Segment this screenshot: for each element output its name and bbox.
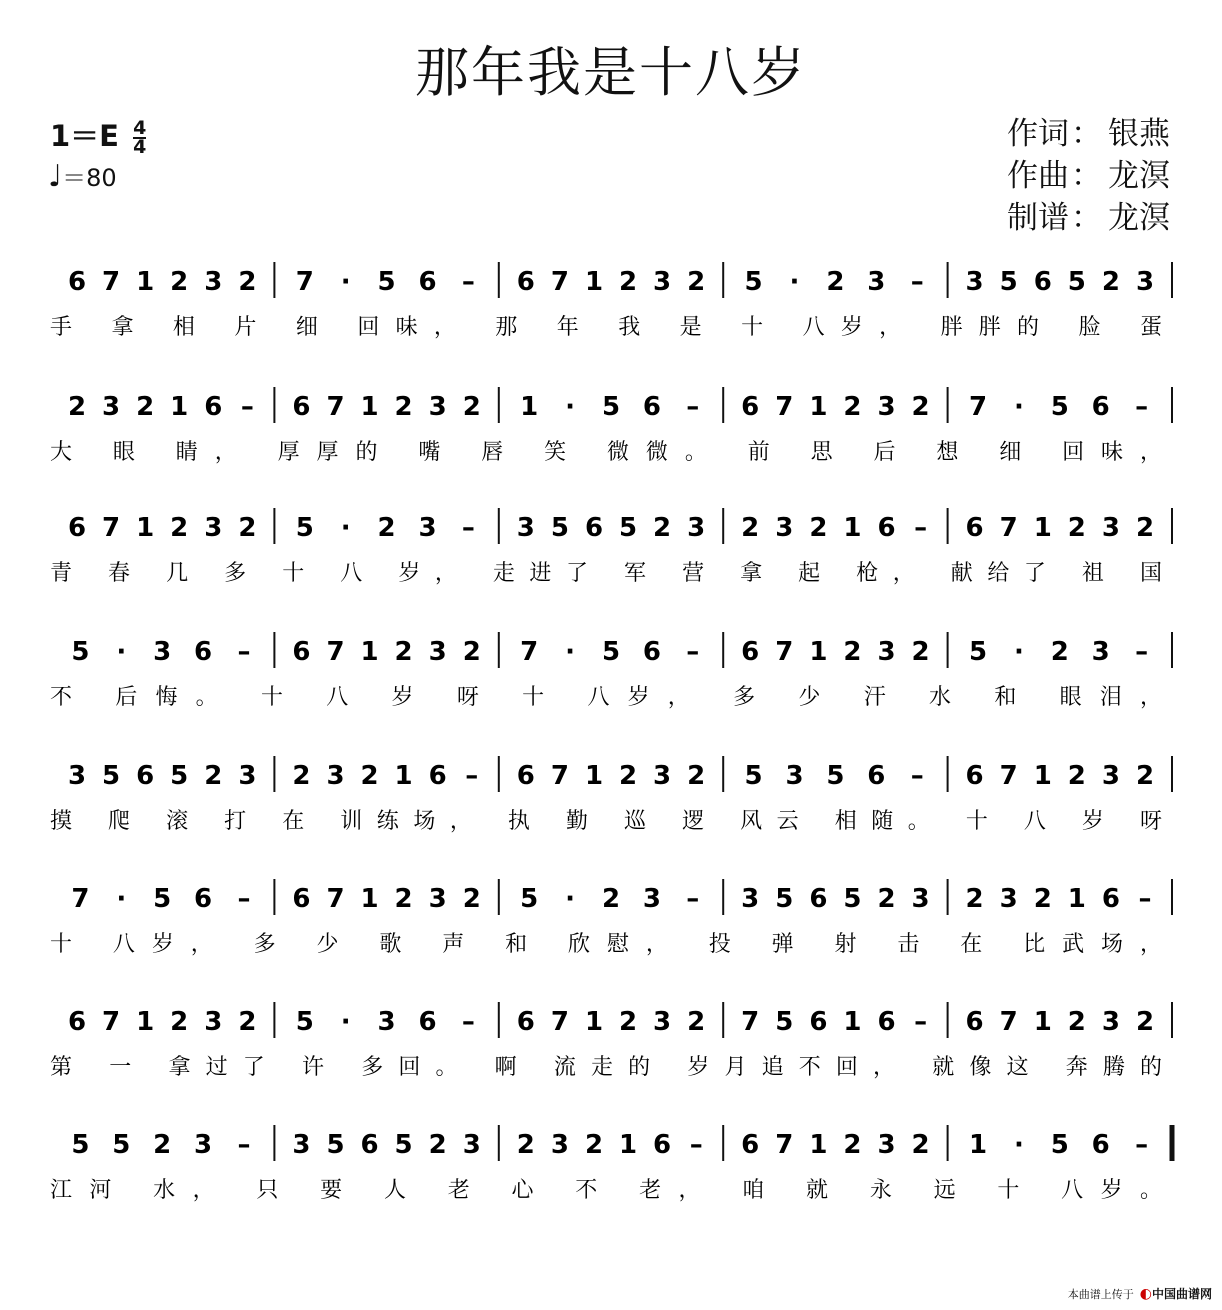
lyric-line: 十 八岁， 多 少 歌 声 和 欣慰， 投 弹 射 击 在 比武场，	[50, 932, 1162, 957]
credit-role: 作词	[1007, 116, 1069, 152]
note: 6	[741, 1130, 760, 1160]
note: 1	[1033, 1007, 1052, 1037]
note: 5	[394, 1130, 413, 1160]
note: 6	[1101, 884, 1120, 914]
note: –	[237, 884, 251, 914]
note: ·	[565, 637, 576, 667]
note: –	[910, 267, 924, 297]
note: 7	[550, 761, 569, 791]
note: 2	[843, 1130, 862, 1160]
note: 3	[687, 513, 706, 543]
note: 5	[71, 1130, 90, 1160]
note: 5	[295, 513, 314, 543]
credit-sep: ：	[1071, 200, 1102, 236]
note: 2	[238, 267, 257, 297]
note: 7	[326, 637, 345, 667]
note: 3	[653, 267, 672, 297]
key-signature	[50, 114, 146, 156]
note: 2	[618, 1007, 638, 1037]
note: 2	[741, 513, 760, 543]
note: 3	[67, 761, 87, 791]
note: 1	[360, 884, 379, 914]
note: 3	[1135, 267, 1155, 297]
note: 5	[112, 1130, 131, 1160]
note: 2	[687, 267, 706, 297]
note: ·	[1013, 1130, 1024, 1160]
lyric-line: 第 一 拿过了 许 多回。 啊 流走的 岁月追不回， 就像这 奔腾的	[50, 1055, 1162, 1080]
note: 5	[102, 761, 121, 791]
note: 2	[394, 884, 413, 914]
note: 5	[775, 884, 794, 914]
score-row	[0, 496, 1222, 606]
note: 3	[428, 637, 447, 667]
score-row-svg	[0, 1113, 1222, 1223]
note: 3	[642, 884, 661, 914]
credit-sep: ：	[1071, 116, 1102, 152]
note: –	[1135, 637, 1149, 667]
note: 2	[377, 513, 396, 543]
note: 2	[462, 637, 481, 667]
score-row	[0, 744, 1222, 854]
note: –	[686, 884, 700, 914]
note: 6	[292, 392, 311, 422]
note: 6	[1033, 267, 1052, 297]
note: 6	[877, 1007, 896, 1037]
note: 5	[326, 1130, 345, 1160]
note: 7	[999, 761, 1018, 791]
credit-role: 制谱	[1007, 200, 1069, 236]
note: 3	[102, 392, 121, 422]
note: ·	[1013, 637, 1024, 667]
note: ·	[340, 1007, 351, 1037]
note: 2	[1067, 513, 1086, 543]
score-row-svg	[0, 250, 1222, 360]
note: 5	[601, 637, 621, 667]
credits	[1007, 113, 1170, 239]
note: 6	[867, 761, 886, 791]
note: –	[686, 392, 700, 422]
note: 2	[136, 392, 155, 422]
note: 1	[584, 761, 604, 791]
note: –	[686, 637, 700, 667]
note: 3	[653, 1007, 672, 1037]
note: 3	[292, 1130, 311, 1160]
note: ·	[565, 884, 576, 914]
note: 3	[775, 513, 794, 543]
note: 2	[292, 761, 311, 791]
note: 3	[238, 761, 257, 791]
note: 3	[550, 1130, 569, 1160]
note: 7	[775, 637, 794, 667]
note: 3	[785, 761, 804, 791]
score-row	[0, 375, 1222, 485]
note: 7	[102, 513, 121, 543]
note: 6	[67, 1007, 87, 1037]
logo-mark-icon: ◐	[1139, 1286, 1152, 1302]
note: 7	[775, 1130, 794, 1160]
note: 2	[687, 761, 706, 791]
note: 6	[1091, 392, 1110, 422]
note: 1	[584, 1007, 604, 1037]
tempo-text: ＝80	[62, 164, 117, 192]
note: 1	[170, 392, 189, 422]
note: 6	[877, 513, 896, 543]
note: 1	[584, 267, 604, 297]
note: ·	[789, 267, 800, 297]
note: 6	[292, 884, 311, 914]
note: 3	[653, 761, 672, 791]
lyric-line: 大 眼 睛， 厚厚的 嘴 唇 笑 微微。 前 思 后 想 细 回味，	[50, 440, 1162, 465]
credit-name: 龙溟	[1108, 158, 1170, 194]
note: 2	[170, 513, 189, 543]
lyric-line: 青 春 几 多 十 八 岁， 走进了 军 营 拿 起 枪， 献给了 祖 国	[50, 561, 1162, 586]
note: 1	[809, 637, 828, 667]
note: 6	[67, 267, 87, 297]
score-row-svg	[0, 867, 1222, 977]
note: 3	[428, 884, 447, 914]
note: 3	[999, 884, 1018, 914]
lyric-line: 手 拿 相 片 细 回味， 那 年 我 是 十 八岁， 胖胖的 脸 蛋	[50, 315, 1162, 340]
note: 7	[999, 513, 1018, 543]
score-row-svg	[0, 744, 1222, 854]
note: 5	[826, 761, 845, 791]
note: 7	[102, 1007, 121, 1037]
note: 3	[516, 513, 535, 543]
note: 7	[550, 267, 569, 297]
note: 5	[744, 761, 763, 791]
note: –	[240, 392, 254, 422]
note: 3	[1101, 1007, 1120, 1037]
note: ·	[1013, 392, 1024, 422]
note: 2	[584, 1130, 604, 1160]
note: 2	[238, 1007, 257, 1037]
note: 2	[877, 884, 896, 914]
note: 5	[71, 637, 90, 667]
note: –	[465, 761, 479, 791]
note: ·	[116, 637, 127, 667]
note: 2	[1033, 884, 1052, 914]
score-row-svg	[0, 496, 1222, 606]
note: –	[689, 1130, 703, 1160]
note: 2	[462, 884, 481, 914]
note: 1	[809, 392, 828, 422]
note: 6	[204, 392, 223, 422]
note: 5	[377, 267, 396, 297]
note: 6	[642, 637, 661, 667]
note: 7	[102, 267, 121, 297]
note: 2	[67, 392, 87, 422]
note: 6	[418, 267, 437, 297]
note: 1	[968, 1130, 988, 1160]
note: 2	[911, 637, 930, 667]
note: 3	[326, 761, 345, 791]
key-text: 1＝E	[50, 119, 119, 153]
note: 2	[394, 392, 413, 422]
note: 2	[843, 392, 862, 422]
score-row	[0, 620, 1222, 730]
note: 6	[809, 884, 828, 914]
lyric-line: 摸 爬 滚 打 在 训练场， 执 勤 巡 逻 风云 相随。 十 八 岁 呀	[50, 809, 1162, 834]
note: 3	[965, 267, 984, 297]
credit-name: 银燕	[1108, 116, 1170, 152]
note: –	[237, 637, 251, 667]
note: 3	[428, 392, 447, 422]
note: 1	[136, 513, 155, 543]
note: 2	[687, 1007, 706, 1037]
note: 5	[550, 513, 569, 543]
note: 6	[428, 761, 447, 791]
song-title: 那年我是十八岁	[415, 41, 807, 104]
note: –	[914, 513, 928, 543]
note: 5	[968, 637, 988, 667]
footer	[1068, 1285, 1212, 1302]
note: 1	[520, 392, 539, 422]
note: 5	[170, 761, 189, 791]
note: 5	[775, 1007, 794, 1037]
note: 3	[204, 513, 223, 543]
note: 7	[295, 267, 314, 297]
note: 5	[999, 267, 1018, 297]
note: 6	[965, 1007, 984, 1037]
note: 2	[360, 761, 379, 791]
note: 6	[360, 1130, 379, 1160]
note: ·	[116, 884, 127, 914]
note: 3	[867, 267, 886, 297]
note: 3	[194, 1130, 213, 1160]
note: 2	[809, 513, 828, 543]
note: 2	[911, 1130, 930, 1160]
note: 2	[170, 267, 189, 297]
note: 5	[520, 884, 539, 914]
note: 6	[136, 761, 155, 791]
note: 3	[204, 267, 223, 297]
note: 1	[809, 1130, 828, 1160]
note: 5	[618, 513, 638, 543]
note: –	[1138, 884, 1152, 914]
note: 2	[153, 1130, 172, 1160]
note: 2	[618, 761, 638, 791]
logo-text: 中国曲谱网	[1151, 1287, 1212, 1301]
note: 2	[170, 1007, 189, 1037]
note: 7	[775, 392, 794, 422]
note: 3	[418, 513, 437, 543]
note: 6	[418, 1007, 437, 1037]
note: 5	[843, 884, 862, 914]
note: 2	[618, 267, 638, 297]
credit-name: 龙溟	[1108, 200, 1170, 236]
note: –	[1135, 392, 1149, 422]
score-row	[0, 990, 1222, 1100]
note: 7	[550, 1007, 569, 1037]
note: 3	[741, 884, 760, 914]
note: 3	[877, 1130, 896, 1160]
note: –	[1135, 1130, 1149, 1160]
note: 2	[965, 884, 984, 914]
site-logo	[1140, 1285, 1212, 1302]
credit-transcriber	[1007, 197, 1170, 239]
score-row	[0, 1113, 1222, 1223]
credit-composer	[1007, 155, 1170, 197]
note: 7	[326, 392, 345, 422]
note: 6	[292, 637, 311, 667]
note: 2	[1135, 761, 1155, 791]
score-row-svg	[0, 375, 1222, 485]
note: –	[910, 761, 924, 791]
note: 6	[516, 761, 535, 791]
note: 6	[741, 392, 760, 422]
note: 2	[1135, 1007, 1155, 1037]
note: 1	[136, 1007, 155, 1037]
footer-text: 本曲谱上传于	[1067, 1287, 1134, 1301]
note: 6	[584, 513, 604, 543]
note: 1	[618, 1130, 638, 1160]
credit-sep: ：	[1071, 158, 1102, 194]
note: –	[237, 1130, 251, 1160]
note: 6	[194, 884, 213, 914]
score-row-svg	[0, 620, 1222, 730]
note: ·	[340, 267, 351, 297]
quarter-note-icon: ♩	[48, 159, 63, 194]
note: 5	[153, 884, 172, 914]
note: 3	[153, 637, 172, 667]
lyric-line: 不 后悔。 十 八 岁 呀 十 八岁， 多 少 汗 水 和 眼泪，	[50, 685, 1162, 710]
score-row	[0, 867, 1222, 977]
score-row-svg	[0, 990, 1222, 1100]
note: 1	[843, 1007, 862, 1037]
credit-lyricist	[1007, 113, 1170, 155]
note: 6	[194, 637, 213, 667]
note: 3	[877, 392, 896, 422]
note: 3	[377, 1007, 396, 1037]
note: 5	[1050, 392, 1069, 422]
tempo-marking	[48, 158, 117, 194]
note: 5	[601, 392, 621, 422]
note: ·	[340, 513, 351, 543]
note: 5	[744, 267, 763, 297]
note: 2	[1101, 267, 1120, 297]
note: 5	[1067, 267, 1086, 297]
note: 2	[911, 392, 930, 422]
note: 2	[653, 513, 672, 543]
note: 6	[642, 392, 661, 422]
note: 1	[136, 267, 155, 297]
note: 1	[360, 637, 379, 667]
time-signature	[133, 117, 147, 158]
note: 6	[516, 1007, 535, 1037]
lyric-line: 江河 水， 只 要 人 老 心 不 老， 咱 就 永 远 十 八岁。	[50, 1178, 1162, 1203]
note: 7	[968, 392, 988, 422]
note: 6	[67, 513, 87, 543]
note: 6	[1091, 1130, 1110, 1160]
note: 6	[965, 513, 984, 543]
note: 6	[741, 637, 760, 667]
note: 6	[965, 761, 984, 791]
note: 6	[809, 1007, 828, 1037]
note: 1	[843, 513, 862, 543]
note: 2	[238, 513, 257, 543]
note: 1	[1033, 761, 1052, 791]
note: 7	[326, 884, 345, 914]
note: 7	[741, 1007, 760, 1037]
note: 2	[428, 1130, 447, 1160]
note: ·	[565, 392, 576, 422]
note: 2	[204, 761, 223, 791]
note: 2	[826, 267, 845, 297]
note: 6	[516, 267, 535, 297]
note: 3	[1091, 637, 1110, 667]
note: 2	[1067, 1007, 1086, 1037]
note: 2	[1135, 513, 1155, 543]
note: 3	[911, 884, 930, 914]
note: 2	[462, 392, 481, 422]
note: 1	[1067, 884, 1086, 914]
note: –	[914, 1007, 928, 1037]
note: 2	[394, 637, 413, 667]
note: –	[461, 513, 475, 543]
time-denominator: 4	[133, 136, 147, 158]
note: –	[461, 267, 475, 297]
note: 2	[601, 884, 621, 914]
note: –	[461, 1007, 475, 1037]
note: 7	[71, 884, 90, 914]
note: 6	[653, 1130, 672, 1160]
note: 3	[1101, 761, 1120, 791]
note: 2	[843, 637, 862, 667]
score-row	[0, 250, 1222, 360]
note: 3	[877, 637, 896, 667]
note: 1	[1033, 513, 1052, 543]
credit-role: 作曲	[1007, 158, 1069, 194]
note: 2	[516, 1130, 535, 1160]
time-numerator: 4	[133, 117, 147, 139]
note: 3	[204, 1007, 223, 1037]
note: 2	[1067, 761, 1086, 791]
note: 3	[462, 1130, 481, 1160]
note: 2	[1050, 637, 1069, 667]
note: 5	[1050, 1130, 1069, 1160]
note: 1	[360, 392, 379, 422]
note: 7	[999, 1007, 1018, 1037]
note: 5	[295, 1007, 314, 1037]
note: 1	[394, 761, 413, 791]
note: 3	[1101, 513, 1120, 543]
note: 7	[520, 637, 539, 667]
